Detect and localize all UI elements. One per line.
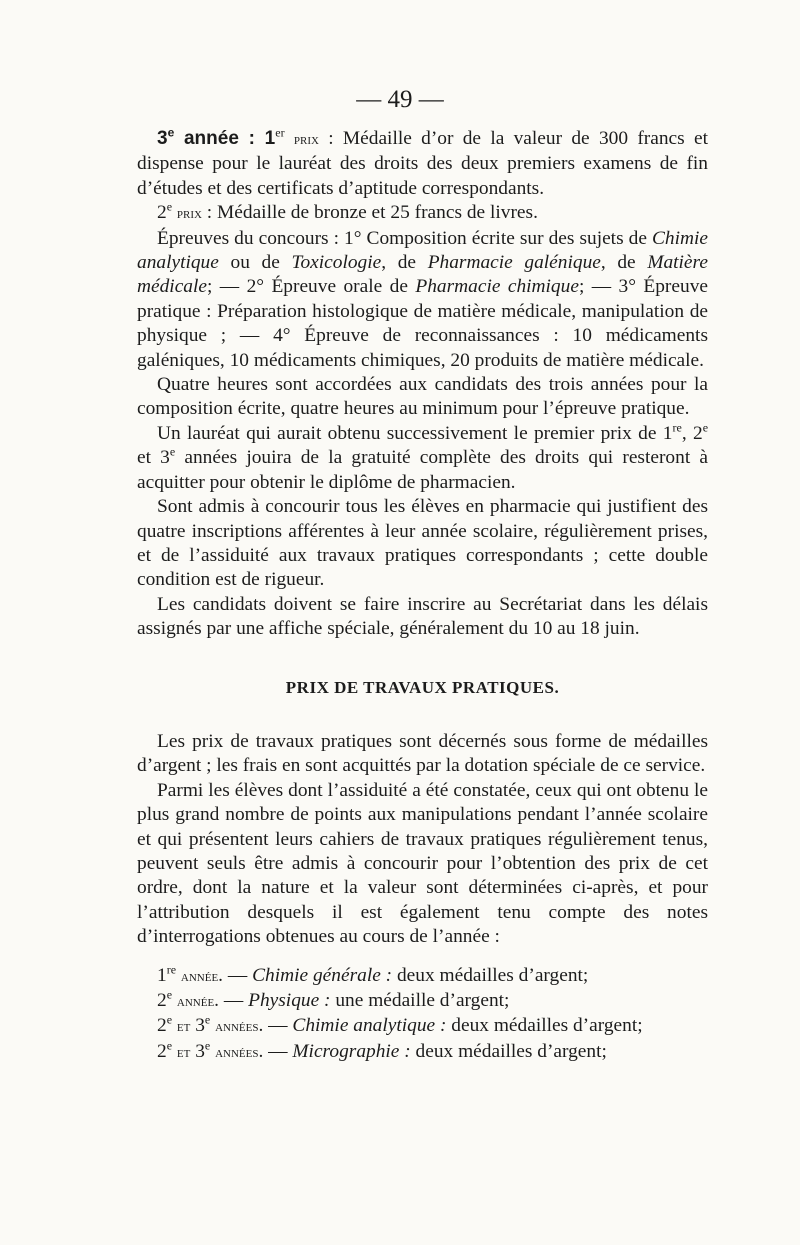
year-sup: e bbox=[167, 125, 175, 140]
second-prize-text: : Médaille de bronze et 25 francs de livres. bbox=[201, 202, 538, 224]
exams-text-1: Épreuves du concours : 1° Composition écrite sur des sujets de bbox=[157, 227, 652, 249]
l4-dash: . — bbox=[258, 1040, 293, 1062]
laureate-sup-1: re bbox=[672, 420, 682, 435]
list-item bbox=[137, 1040, 708, 1065]
l4-award: deux médailles d’argent; bbox=[410, 1040, 607, 1062]
exams-text-4: , de bbox=[600, 252, 648, 274]
l2-number: 2 bbox=[157, 990, 167, 1011]
paragraph-admission: Sont admis à concourir tous les élèves en pharmacie qui justifient des quatre inscriptions afférentes à leur année scolaire, régulièrement prises, et de l’assiduité aux travaux pratiques correspondants ; cette double condition est de rigueur. bbox=[137, 496, 708, 591]
list-item bbox=[137, 989, 708, 1014]
l3-subject: Chimie analytique : bbox=[292, 1015, 447, 1037]
prize-sup: er bbox=[275, 125, 285, 140]
laureate-text-4: années jouira de la gratuité complète des droits qui resteront à acquitter pour obtenir le diplôme de pharmacien. bbox=[137, 447, 708, 493]
second-sup: e bbox=[166, 199, 173, 214]
second-number: 2 bbox=[157, 202, 167, 224]
paragraph-registration: Les candidats doivent se faire inscrire au Secrétariat dans les délais assignés par une affiche spéciale, généralement du 10 au 18 juin. bbox=[137, 593, 708, 640]
second-prize-label: prix bbox=[176, 205, 202, 223]
paragraph-eligibility: Parmi les élèves dont l’assiduité a été constatée, ceux qui ont obtenu le plus grand nombre de points aux manipulations pendant l’année scolaire et qui présentent leurs cahiers de travaux pratiques régulièrement tenus, peuvent seuls être admis à concourir pour l’obtention des prix de cet ordre, dont la nature et la valeur sont déterminées ci-après, et pour l’attribution desquels il est également tenu compte des notes d’interrogations obtenues au cours de l’année : bbox=[137, 779, 708, 948]
year-number: 3 bbox=[157, 128, 168, 149]
exams-italic-5: Pharmacie chimique bbox=[415, 276, 579, 298]
page-number: — 49 — bbox=[356, 86, 444, 113]
paragraph-second-prize bbox=[137, 201, 708, 226]
year-word: année : 1 bbox=[174, 128, 276, 149]
l4-number-2: 3 bbox=[190, 1040, 205, 1062]
laureate-text-2: , 2 bbox=[681, 422, 703, 444]
laureate-sup-2: e bbox=[702, 420, 709, 435]
laureate-sup-3: e bbox=[169, 444, 176, 459]
l3-sup: e bbox=[166, 1012, 173, 1027]
l1-year: année bbox=[180, 967, 219, 985]
l3-years: années bbox=[215, 1018, 259, 1036]
paragraph-practical-prizes: Les prix de travaux pratiques sont décernés sous forme de médailles d’argent ; les frais en sont acquittés par la dotation spéciale de ce service. bbox=[137, 730, 708, 777]
l4-and: et bbox=[176, 1043, 191, 1061]
first-prize-text: : Médaille d’or de la valeur de 300 francs et dispense pour le lauréat des droits des deux premiers examens de fin d’études et des certificats d’aptitude correspondants. bbox=[137, 128, 708, 199]
section-heading: PRIX DE TRAVAUX PRATIQUES. bbox=[285, 677, 560, 697]
l1-subject: Chimie générale : bbox=[252, 964, 393, 986]
l4-years: années bbox=[215, 1043, 259, 1061]
l3-number: 2 bbox=[157, 1015, 167, 1037]
exams-text-2: ou de bbox=[218, 252, 292, 274]
paragraph-hours: Quatre heures sont accordées aux candidats des trois années pour la composition écrite, quatre heures au minimum pour l’épreuve pratique. bbox=[137, 374, 708, 420]
l2-sup: e bbox=[166, 987, 173, 1002]
l2-subject: Physique : bbox=[248, 990, 331, 1011]
paragraph-exams bbox=[137, 227, 708, 373]
list-item bbox=[137, 1014, 708, 1039]
list-item bbox=[137, 964, 708, 989]
l4-subject: Micrographie : bbox=[292, 1040, 411, 1062]
l3-and: et bbox=[176, 1018, 191, 1036]
l2-dash: . — bbox=[214, 990, 249, 1011]
l3-award: deux médailles d’argent; bbox=[446, 1015, 643, 1037]
l1-number: 1 bbox=[157, 964, 167, 986]
exams-italic-3: Pharmacie galénique bbox=[427, 252, 601, 274]
laureate-text-1: Un lauréat qui aurait obtenu successivement le premier prix de 1 bbox=[157, 422, 673, 444]
exams-italic-1: Chimie analytique bbox=[137, 227, 708, 274]
body-text bbox=[137, 127, 708, 1065]
l3-number-2: 3 bbox=[190, 1015, 205, 1037]
exams-italic-2: Toxicologie bbox=[291, 252, 382, 274]
l1-dash: . — bbox=[218, 964, 253, 986]
l4-number: 2 bbox=[157, 1040, 167, 1062]
prize-list bbox=[137, 964, 708, 1066]
exams-italic-4: Matière médicale bbox=[137, 252, 708, 298]
exams-text-3: , de bbox=[381, 252, 428, 274]
l4-sup: e bbox=[166, 1038, 173, 1053]
paragraph-third-year bbox=[137, 127, 708, 201]
l4-sup-2: e bbox=[204, 1038, 211, 1053]
l1-sup: re bbox=[166, 962, 177, 977]
prize-label: prix bbox=[293, 131, 319, 148]
year-label bbox=[157, 125, 276, 149]
exams-text-5: ; — 2° Épreuve orale de bbox=[207, 276, 416, 298]
laureate-text-3: et 3 bbox=[137, 447, 170, 469]
l3-dash: . — bbox=[258, 1015, 293, 1037]
l2-award: une médaille d’argent; bbox=[330, 990, 510, 1011]
l1-award: deux médailles d’argent; bbox=[392, 964, 589, 986]
paragraph-laureate bbox=[137, 422, 708, 495]
l3-sup-2: e bbox=[204, 1012, 211, 1027]
exams-text-6: ; — 3° Épreuve pratique : Préparation histologique de matière médicale, manipulation de physique ; — 4° Épreuve de reconnaissances : 10 médicaments galéniques, 10 médicaments chimiques, 20 produits de matière médicale. bbox=[137, 276, 708, 371]
l2-year: année bbox=[176, 993, 215, 1010]
